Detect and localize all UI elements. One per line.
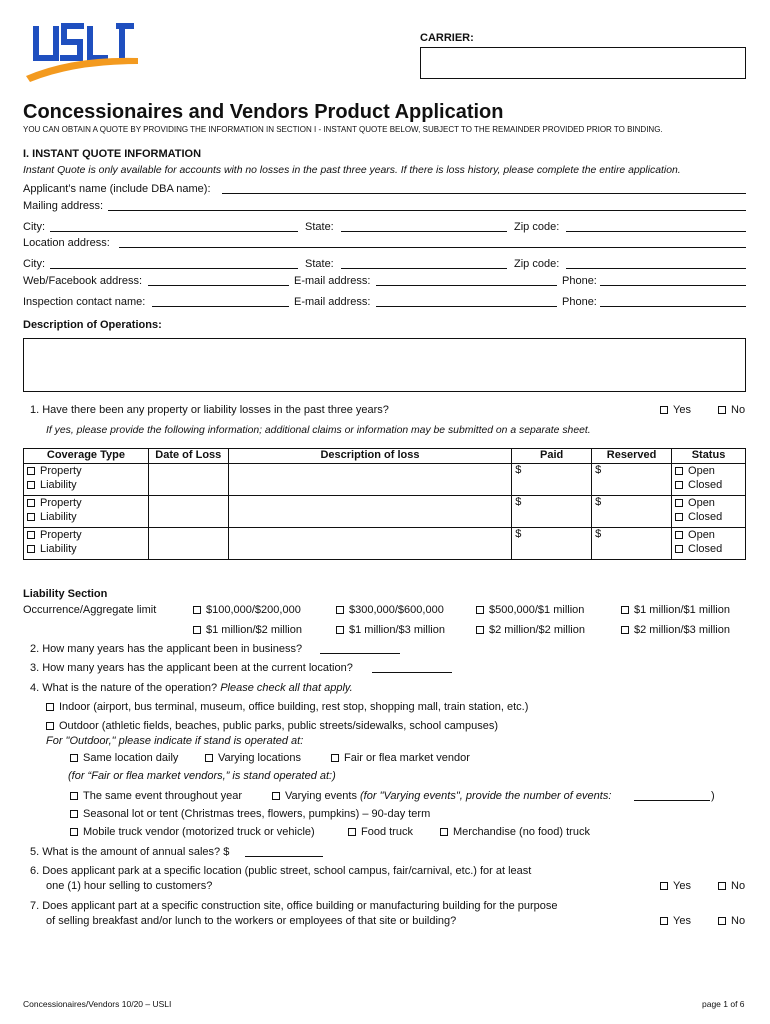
q7-yes[interactable]: Yes xyxy=(660,915,691,928)
phone-label: Phone: xyxy=(562,275,597,287)
same-location-option[interactable]: Same location daily xyxy=(70,752,178,765)
checkbox-icon xyxy=(193,606,201,614)
loss-table xyxy=(23,448,746,560)
q1-no[interactable] xyxy=(718,404,745,417)
web-label: Web/Facebook address: xyxy=(23,275,143,287)
checkbox-icon xyxy=(675,481,683,489)
inspection-contact-field[interactable] xyxy=(152,306,289,307)
checkbox-icon xyxy=(660,406,668,414)
closed-option[interactable]: Closed xyxy=(675,542,742,556)
checkbox-icon xyxy=(675,545,683,553)
limit-option[interactable]: $1 million/$3 million xyxy=(336,624,445,637)
checkbox-icon xyxy=(27,531,35,539)
email-field[interactable] xyxy=(376,285,557,286)
checkbox-icon xyxy=(476,606,484,614)
seasonal-option[interactable]: Seasonal lot or tent (Christmas trees, flowers, pumpkins) – 90-day term xyxy=(70,808,430,821)
description-cell[interactable] xyxy=(228,464,511,496)
location-state-label: State: xyxy=(305,258,334,270)
inspection-email-field[interactable] xyxy=(376,306,557,307)
checkbox-icon xyxy=(70,754,78,762)
footer-page-number: page 1 of 6 xyxy=(702,999,745,1009)
liability-option[interactable]: Liability xyxy=(27,510,145,524)
inspection-email-label: E-mail address: xyxy=(294,296,371,308)
instant-quote-note: Instant Quote is only available for accounts with no losses in the past three years. If there is loss history, please complete the entire application. xyxy=(23,165,681,176)
varying-events-field[interactable] xyxy=(634,800,710,801)
checkbox-icon xyxy=(476,626,484,634)
q6-no[interactable]: No xyxy=(718,880,745,893)
liability-option[interactable]: Liability xyxy=(27,478,145,492)
description-cell[interactable] xyxy=(228,496,511,528)
table-row xyxy=(24,496,746,528)
page-title: Concessionaires and Vendors Product Application xyxy=(23,101,504,123)
state-field[interactable] xyxy=(341,231,507,232)
date-of-loss-cell[interactable] xyxy=(148,464,228,496)
footer-left: Concessionaires/Vendors 10/20 – USLI xyxy=(23,999,172,1009)
limit-option[interactable]: $2 million/$3 million xyxy=(621,624,730,637)
table-row xyxy=(24,528,746,560)
checkbox-icon xyxy=(675,531,683,539)
checkbox-icon xyxy=(70,828,78,836)
checkbox-icon xyxy=(675,467,683,475)
paid-cell[interactable]: $ xyxy=(512,464,592,496)
reserved-cell[interactable]: $ xyxy=(592,464,672,496)
limit-option[interactable]: $100,000/$200,000 xyxy=(193,604,301,617)
limit-option[interactable]: $1 million/$2 million xyxy=(193,624,302,637)
checkbox-icon xyxy=(660,917,668,925)
checkbox-icon xyxy=(675,499,683,507)
checkbox-icon xyxy=(27,499,35,507)
fair-vendor-option[interactable]: Fair or flea market vendor xyxy=(331,752,470,765)
liability-heading: Liability Section xyxy=(23,588,108,600)
header-description: Description of loss xyxy=(228,449,511,464)
description-ops-field[interactable] xyxy=(23,338,746,392)
q7-no[interactable]: No xyxy=(718,915,745,928)
outdoor-note: For "Outdoor," please indicate if stand is operated at: xyxy=(46,735,304,747)
location-state-field[interactable] xyxy=(341,268,507,269)
section-heading: I. INSTANT QUOTE INFORMATION xyxy=(23,148,202,160)
liability-option[interactable]: Liability xyxy=(27,542,145,556)
q3-field[interactable] xyxy=(372,672,452,673)
checkbox-icon xyxy=(46,703,54,711)
header-status: Status xyxy=(672,449,746,464)
varying-events-option[interactable]: Varying events (for "Varying events", provide the number of events: xyxy=(272,790,611,803)
checkbox-icon xyxy=(27,513,35,521)
checkbox-icon xyxy=(718,882,726,890)
limit-option[interactable]: $300,000/$600,000 xyxy=(336,604,444,617)
checkbox-icon xyxy=(27,481,35,489)
food-truck-option[interactable]: Food truck xyxy=(348,826,413,839)
open-option[interactable]: Open xyxy=(675,464,742,478)
header-date-of-loss: Date of Loss xyxy=(148,449,228,464)
checkbox-icon xyxy=(718,917,726,925)
q6-text-2: one (1) hour selling to customers? xyxy=(46,880,213,892)
checkbox-icon xyxy=(621,606,629,614)
q1-yes-label: Yes xyxy=(673,404,691,416)
inspection-phone-field[interactable] xyxy=(600,306,746,307)
q5-field[interactable] xyxy=(245,856,323,857)
location-zip-field[interactable] xyxy=(566,268,746,269)
date-of-loss-cell[interactable] xyxy=(148,528,228,560)
mobile-truck-option[interactable]: Mobile truck vendor (motorized truck or vehicle) xyxy=(70,826,315,839)
location-address-field[interactable] xyxy=(119,247,746,248)
q1-note: If yes, please provide the following information; additional claims or information may be submitted on a separate sheet. xyxy=(46,425,591,436)
checkbox-icon xyxy=(70,810,78,818)
merch-truck-option[interactable]: Merchandise (no food) truck xyxy=(440,826,590,839)
closed-option[interactable]: Closed xyxy=(675,478,742,492)
checkbox-icon xyxy=(70,792,78,800)
open-option[interactable]: Open xyxy=(675,496,742,510)
limit-option[interactable]: $2 million/$2 million xyxy=(476,624,585,637)
checkbox-icon xyxy=(27,467,35,475)
reserved-cell[interactable]: $ xyxy=(592,528,672,560)
applicant-name-field[interactable] xyxy=(222,193,746,194)
outdoor-option[interactable]: Outdoor (athletic fields, beaches, public parks, public streets/sidewalks, school campuses) xyxy=(46,720,498,733)
state-label: State: xyxy=(305,221,334,233)
closed-option[interactable]: Closed xyxy=(675,510,742,524)
table-row xyxy=(24,464,746,496)
header-reserved: Reserved xyxy=(592,449,672,464)
checkbox-icon xyxy=(46,722,54,730)
checkbox-icon xyxy=(272,792,280,800)
mailing-address-label: Mailing address: xyxy=(23,200,104,212)
q1-text: 1. Have there been any property or liability losses in the past three years? xyxy=(30,404,389,416)
location-zip-label: Zip code: xyxy=(514,258,560,270)
phone-field[interactable] xyxy=(600,285,746,286)
q6-text: 6. Does applicant park at a specific location (public street, school campus, fair/carnival, etc.) for at least xyxy=(30,865,532,877)
carrier-label: CARRIER: xyxy=(420,32,474,44)
description-cell[interactable] xyxy=(228,528,511,560)
header-paid: Paid xyxy=(512,449,592,464)
property-option[interactable]: Property xyxy=(27,464,145,478)
city-field[interactable] xyxy=(50,231,298,232)
checkbox-icon xyxy=(660,882,668,890)
usli-logo xyxy=(22,18,144,82)
loss-table-header xyxy=(24,449,746,464)
date-of-loss-cell[interactable] xyxy=(148,496,228,528)
limit-option[interactable]: $1 million/$1 million xyxy=(621,604,730,617)
city-label: City: xyxy=(23,221,45,233)
q7-text-2: of selling breakfast and/or lunch to the workers or employees of that site or building? xyxy=(46,915,457,927)
reserved-cell[interactable]: $ xyxy=(592,496,672,528)
property-option[interactable]: Property xyxy=(27,528,145,542)
checkbox-icon xyxy=(675,513,683,521)
checkbox-icon xyxy=(440,828,448,836)
checkbox-icon xyxy=(718,406,726,414)
varying-locations-option[interactable]: Varying locations xyxy=(205,752,301,765)
q6-yes[interactable]: Yes xyxy=(660,880,691,893)
checkbox-icon xyxy=(336,626,344,634)
q2-text: 2. How many years has the applicant been in business? xyxy=(30,643,303,655)
checkbox-icon xyxy=(336,606,344,614)
checkbox-icon xyxy=(205,754,213,762)
location-city-field[interactable] xyxy=(50,268,298,269)
checkbox-icon xyxy=(331,754,339,762)
limit-option[interactable]: $500,000/$1 million xyxy=(476,604,584,617)
paid-cell[interactable]: $ xyxy=(512,496,592,528)
location-address-label: Location address: xyxy=(23,237,110,249)
header-coverage-type: Coverage Type xyxy=(24,449,149,464)
fair-note: (for “Fair or flea market vendors,” is stand operated at:) xyxy=(68,770,336,782)
open-option[interactable]: Open xyxy=(675,528,742,542)
web-field[interactable] xyxy=(148,285,289,286)
q1-no-label: No xyxy=(731,404,746,416)
checkbox-icon xyxy=(621,626,629,634)
checkbox-icon xyxy=(27,545,35,553)
indoor-option[interactable]: Indoor (airport, bus terminal, museum, office building, rest stop, shopping mall, train station, etc.) xyxy=(46,701,528,714)
checkbox-icon xyxy=(193,626,201,634)
location-city-label: City: xyxy=(23,258,45,270)
q1-yes[interactable] xyxy=(660,404,691,417)
page-subtitle: YOU CAN OBTAIN A QUOTE BY PROVIDING THE INFORMATION IN SECTION I - INSTANT QUOTE BELOW, SUBJECT TO THE REMAINDER PROVIDED PRIOR TO BINDING. xyxy=(23,125,663,134)
inspection-phone-label: Phone: xyxy=(562,296,597,308)
email-label: E-mail address: xyxy=(294,275,371,287)
q4-text: 4. What is the nature of the operation? Please check all that apply. xyxy=(30,682,353,694)
paid-cell[interactable]: $ xyxy=(512,528,592,560)
q7-text: 7. Does applicant part at a specific construction site, office building or manufacturing building for the purpose xyxy=(30,900,558,912)
q2-field[interactable] xyxy=(320,653,400,654)
checkbox-icon xyxy=(348,828,356,836)
zip-label: Zip code: xyxy=(514,221,560,233)
property-option[interactable]: Property xyxy=(27,496,145,510)
zip-field[interactable] xyxy=(566,231,746,232)
description-ops-label: Description of Operations: xyxy=(23,319,162,331)
applicant-name-label: Applicant’s name (include DBA name): xyxy=(23,183,211,195)
inspection-contact-label: Inspection contact name: xyxy=(23,296,146,308)
mailing-address-field[interactable] xyxy=(108,210,746,211)
q3-text: 3. How many years has the applicant been at the current location? xyxy=(30,662,353,674)
limit-label: Occurrence/Aggregate limit xyxy=(23,604,157,616)
q5-text: 5. What is the amount of annual sales? $ xyxy=(30,846,230,858)
same-event-option[interactable]: The same event throughout year xyxy=(70,790,242,803)
close-paren: ) xyxy=(711,790,715,802)
carrier-field[interactable] xyxy=(420,47,746,79)
